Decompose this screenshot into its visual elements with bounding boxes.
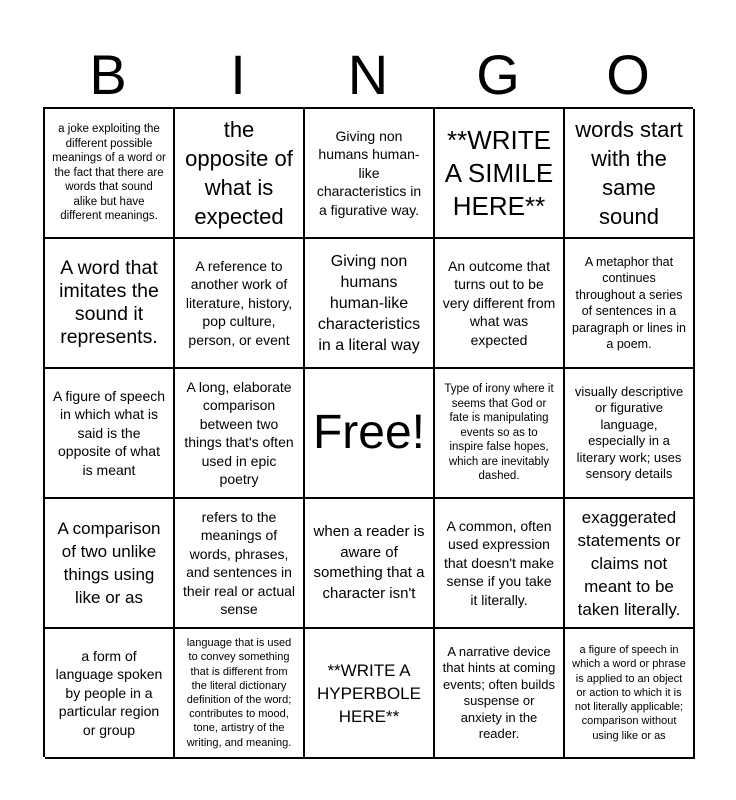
bingo-cell[interactable] <box>45 499 175 629</box>
cell-text: visually descriptive or figurative language, especially in a literary work; uses sensory details <box>574 383 684 481</box>
bingo-cell[interactable] <box>175 499 305 629</box>
bingo-cell[interactable] <box>435 239 565 369</box>
bingo-cell[interactable] <box>565 369 695 499</box>
cell-text: Type of irony where it seems that God or fate is manipulating events so as to inspire false hopes, which are inevitably dashed. <box>444 383 554 483</box>
bingo-card <box>43 107 693 757</box>
cell-text: A reference to another work of literature, history, pop culture, person, or event <box>185 257 293 348</box>
bingo-cell[interactable] <box>565 629 695 759</box>
cell-text: a joke exploiting the different possible meanings of a word or the fact that there are words that sound alike but have different meanings. <box>52 123 166 223</box>
bingo-cell[interactable] <box>175 239 305 369</box>
cell-text: words start with the same sound <box>575 117 683 229</box>
bingo-cell[interactable] <box>45 239 175 369</box>
free-space-label: Free! <box>312 406 426 459</box>
header-letter-b: B <box>89 43 127 106</box>
bingo-cell[interactable] <box>45 369 175 499</box>
bingo-cell[interactable] <box>565 109 695 239</box>
bingo-cell[interactable] <box>435 369 565 499</box>
cell-text: a figure of speech in which a word or phrase is applied to an object or action to which it is not literally applicable; comparison without using like or as <box>572 644 686 742</box>
bingo-cell[interactable] <box>565 239 695 369</box>
free-space[interactable] <box>305 369 435 499</box>
cell-text: language that is used to convey something that is different from the literal dictionary definition of the word; contributes to mood, tone, artistry of the writing, and meaning. <box>186 637 292 749</box>
header-letter-o: O <box>606 43 650 106</box>
cell-text: A word that imitates the sound it represents. <box>59 257 159 348</box>
cell-text: An outcome that turns out to be very different from what was expected <box>442 257 556 348</box>
bingo-cell[interactable] <box>305 499 435 629</box>
bingo-cell[interactable] <box>435 499 565 629</box>
cell-text: A comparison of two unlike things using like or as <box>57 519 161 607</box>
header-letter-i: I <box>230 43 246 106</box>
cell-text: Giving non humans human-like characteristics in a literal way <box>317 252 421 354</box>
bingo-cell[interactable] <box>175 109 305 239</box>
cell-text: A common, often used expression that doesn't make sense if you take it literally. <box>443 517 555 608</box>
bingo-cell[interactable] <box>435 109 565 239</box>
bingo-cell[interactable] <box>305 629 435 759</box>
cell-text: exaggerated statements or claims not meant to be taken literally. <box>577 507 681 619</box>
cell-text: **WRITE A SIMILE HERE** <box>444 124 554 221</box>
cell-text: A long, elaborate comparison between two things that's often used in epic poetry <box>184 378 294 487</box>
cell-text: **WRITE A HYPERBOLE HERE** <box>317 660 421 726</box>
bingo-cell[interactable] <box>45 109 175 239</box>
bingo-header <box>43 44 693 106</box>
bingo-cell[interactable] <box>565 499 695 629</box>
cell-text: A metaphor that continues throughout a series of sentences in a paragraph or lines in a poem. <box>572 254 686 351</box>
cell-text: refers to the meanings of words, phrases, and sentences in their real or actual sense <box>182 508 296 617</box>
cell-text: a form of language spoken by people in a particular region or group <box>55 647 163 738</box>
bingo-cell[interactable] <box>305 239 435 369</box>
cell-text: when a reader is aware of something that a character isn't <box>313 523 425 602</box>
bingo-cell[interactable] <box>175 369 305 499</box>
header-letter-g: G <box>476 43 520 106</box>
cell-text: Giving non humans human-like characteristics in a figurative way. <box>316 127 422 218</box>
bingo-cell[interactable] <box>45 629 175 759</box>
cell-text: the opposite of what is expected <box>185 117 293 229</box>
bingo-cell[interactable] <box>435 629 565 759</box>
bingo-cell[interactable] <box>305 109 435 239</box>
header-letter-n: N <box>347 43 389 106</box>
cell-text: A figure of speech in which what is said is the opposite of what is meant <box>52 387 166 478</box>
cell-text: A narrative device that hints at coming events; often builds suspense or anxiety in the reader. <box>442 643 556 741</box>
bingo-cell[interactable] <box>175 629 305 759</box>
